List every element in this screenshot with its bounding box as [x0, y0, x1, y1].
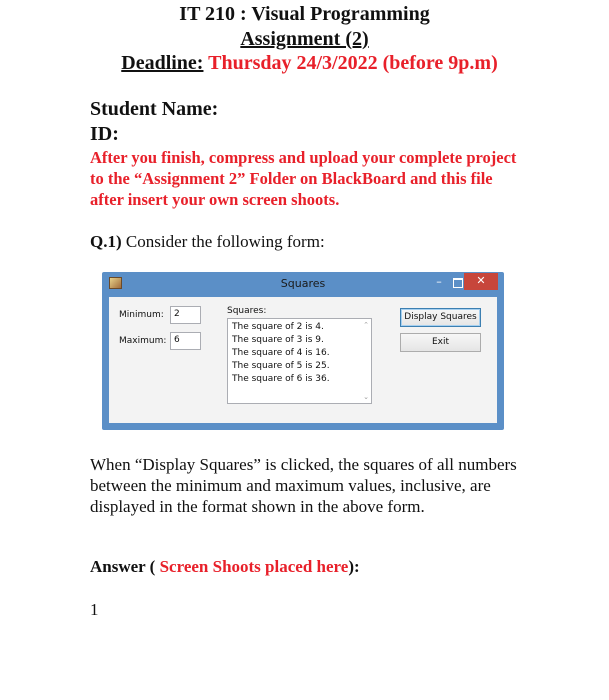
- question-text: Consider the following form:: [121, 232, 325, 251]
- list-item[interactable]: The square of 4 is 16.: [232, 348, 330, 358]
- display-squares-button[interactable]: Display Squares: [400, 308, 481, 327]
- list-item[interactable]: The square of 5 is 25.: [232, 361, 330, 371]
- deadline-value: Thursday 24/3/2022 (before 9p.m): [203, 52, 498, 74]
- assignment-title: [0, 28, 609, 50]
- window-title: Squares: [280, 277, 326, 290]
- deadline-label: Deadline:: [121, 52, 204, 74]
- page-number: 1: [90, 600, 99, 619]
- form-client-area: [109, 297, 497, 423]
- answer-label-end: ):: [348, 557, 360, 576]
- list-item[interactable]: The square of 3 is 9.: [232, 335, 324, 345]
- student-name-label: Student Name:: [90, 98, 219, 120]
- deadline: [5, 52, 609, 74]
- assignment-title-text: Assignment (2): [240, 28, 369, 50]
- question-1: [90, 232, 325, 252]
- question-number: Q.1): [90, 232, 122, 251]
- close-icon[interactable]: ✕: [464, 273, 498, 290]
- answer-label-highlight: Screen Shoots placed here: [159, 557, 349, 576]
- squares-form-window: [102, 272, 504, 430]
- minimize-icon[interactable]: –: [436, 275, 442, 288]
- student-info: [90, 97, 218, 147]
- maximize-icon[interactable]: [450, 276, 464, 290]
- title-bar: [102, 272, 504, 297]
- maximum-input[interactable]: 6: [170, 332, 201, 350]
- exit-button[interactable]: Exit: [400, 333, 481, 352]
- description-paragraph: When “Display Squares” is clicked, the squares of all numbers between the minimum and maximum values, inclusive, are displayed in the format shown in the above form.: [90, 455, 517, 516]
- list-item[interactable]: The square of 6 is 36.: [232, 374, 330, 384]
- squares-label: Squares:: [227, 306, 267, 316]
- squares-listbox[interactable]: [227, 318, 372, 404]
- maximum-label: Maximum:: [119, 336, 167, 346]
- scroll-up-icon[interactable]: ⌃: [363, 321, 369, 329]
- student-id-label: ID:: [90, 123, 119, 145]
- scroll-down-icon[interactable]: ⌄: [363, 393, 369, 401]
- list-item[interactable]: The square of 2 is 4.: [232, 322, 324, 332]
- instructions: After you finish, compress and upload your complete project to the “Assignment 2” Folder on BlackBoard and this file after insert your own screen shoots.: [90, 148, 517, 209]
- course-title: IT 210 : Visual Programming: [179, 3, 430, 25]
- minimum-label: Minimum:: [119, 310, 164, 320]
- answer-label: [90, 557, 360, 577]
- minimum-input[interactable]: 2: [170, 306, 201, 324]
- answer-label-start: Answer (: [90, 557, 160, 576]
